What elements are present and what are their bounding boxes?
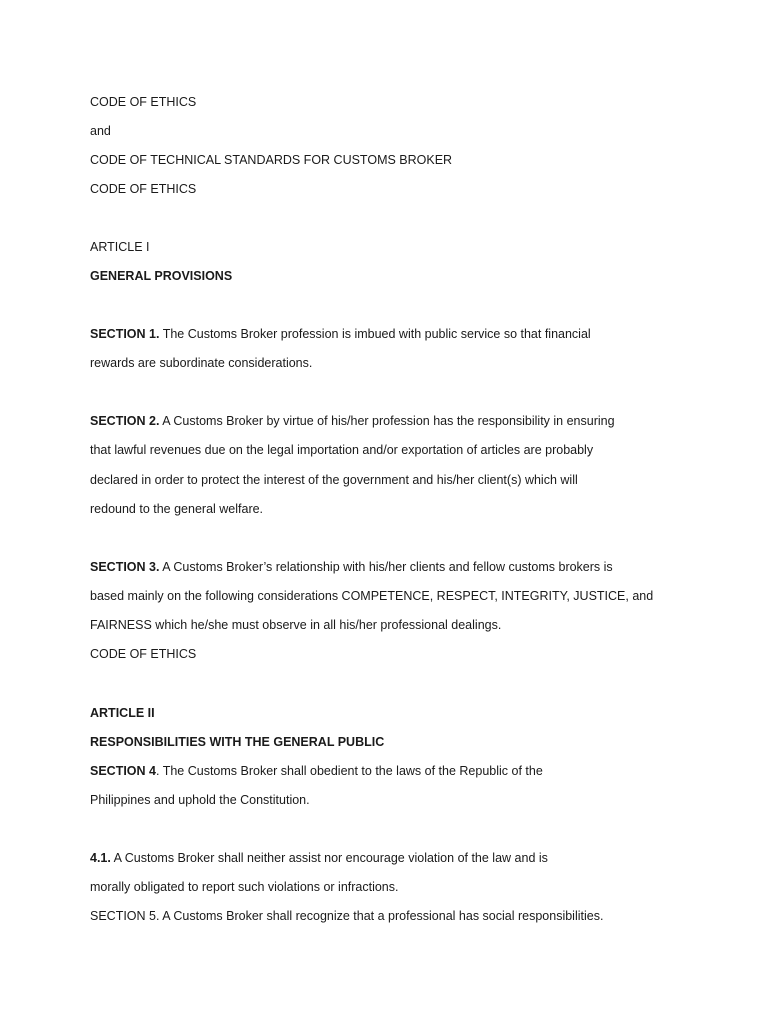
section-1-text-continued: rewards are subordinate considerations. [90, 356, 313, 370]
section-4-1-line [90, 850, 548, 866]
section-2-text-continued: declared in order to protect the interest of the government and his/her client(s) which will [90, 473, 578, 487]
section-2-text: A Customs Broker by virtue of his/her profession has the responsibility in ensuring [159, 414, 615, 428]
section-4-label: SECTION 4 [90, 764, 156, 778]
section-5-text: SECTION 5. A Customs Broker shall recognize that a professional has social responsibilities. [90, 909, 604, 923]
title-connector: and [90, 124, 111, 138]
section-3-line [90, 559, 613, 575]
document-title: CODE OF ETHICS [90, 95, 197, 109]
code-of-ethics-heading: CODE OF ETHICS [90, 182, 197, 196]
article-1-heading: GENERAL PROVISIONS [90, 269, 233, 283]
document-subtitle: CODE OF TECHNICAL STANDARDS FOR CUSTOMS BROKER [90, 153, 453, 167]
section-1-text: The Customs Broker profession is imbued with public service so that financial [159, 327, 591, 341]
section-2-line [90, 413, 615, 429]
section-1-label: SECTION 1. [90, 327, 160, 341]
section-3-label: SECTION 3. [90, 560, 160, 574]
section-4-text: . The Customs Broker shall obedient to the laws of the Republic of the [156, 764, 543, 778]
article-2-heading: RESPONSIBILITIES WITH THE GENERAL PUBLIC [90, 735, 385, 749]
section-2-text-continued: that lawful revenues due on the legal importation and/or exportation of articles are probably [90, 443, 594, 457]
section-4-text-continued: Philippines and uphold the Constitution. [90, 793, 310, 807]
section-4-line [90, 763, 543, 779]
section-4-1-text: A Customs Broker shall neither assist nor encourage violation of the law and is [110, 851, 548, 865]
article-1-label: ARTICLE I [90, 240, 150, 254]
article-2-label: ARTICLE II [90, 706, 155, 720]
section-4-1-text-continued: morally obligated to report such violations or infractions. [90, 880, 399, 894]
section-2-text-continued: redound to the general welfare. [90, 502, 264, 516]
section-3-text-continued: FAIRNESS which he/she must observe in all his/her professional dealings. [90, 618, 502, 632]
code-of-ethics-heading: CODE OF ETHICS [90, 647, 197, 661]
section-3-text: A Customs Broker’s relationship with his/her clients and fellow customs brokers is [159, 560, 613, 574]
section-2-label: SECTION 2. [90, 414, 160, 428]
section-1-line [90, 326, 591, 342]
section-4-1-label: 4.1. [90, 851, 111, 865]
section-3-text-continued: based mainly on the following considerations COMPETENCE, RESPECT, INTEGRITY, JUSTICE, and [90, 589, 654, 603]
